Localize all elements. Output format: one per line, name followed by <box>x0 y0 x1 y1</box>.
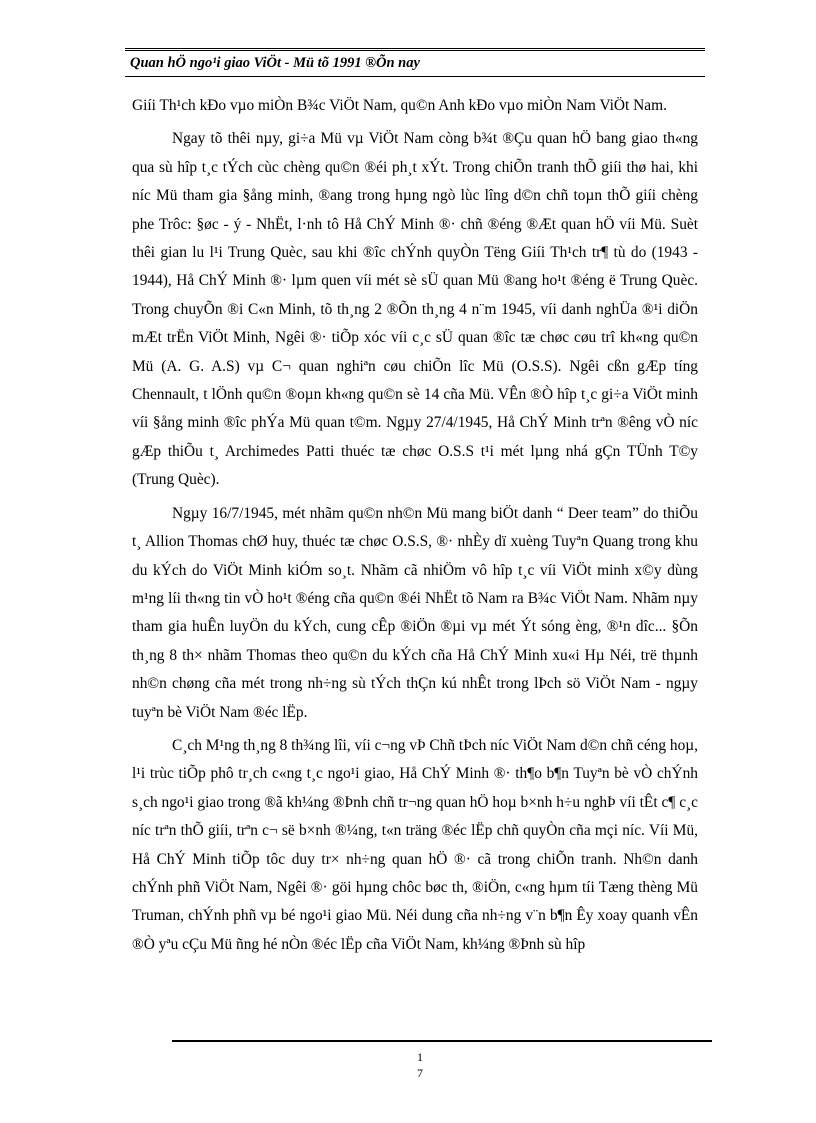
paragraph: C¸ch M¹ng th¸ng 8 th¾ng lîi, víi c¬ng vÞ Chñ tÞch níc ViÖt Nam d©n chñ céng hoµ, l¹i trùc tiÕp phô tr¸ch c«ng t¸c ngo¹i giao, Hå ChÝ Minh ®· th¶o b¶n Tuyªn bè vÒ chÝnh s¸ch ngo¹i giao trong ®ã kh¼ng ®Þnh chñ tr¬ng quan hÖ hoµ b×nh h÷u nghÞ víi tÊt c¶ c¸c níc trªn thÕ giíi, trªn c¬ së b×nh ®¼ng, t«n träng ®éc lËp chñ quyÒn cña mçi níc. Víi Mü, Hå ChÝ Minh tiÕp tôc duy tr× nh÷ng quan hÖ ®· cã trong chiÕn tranh. Nh©n danh chÝnh phñ ViÖt Nam, Ngêi ®· göi hµng chôc bøc th, ®iÖn, c«ng hµm tíi Tæng thèng Mü Truman, chÝnh phñ vµ bé ngo¹i giao Mü. Néi dung cña nh÷ng v¨n b¶n Êy xoay quanh vÊn ®Ò yªu cÇu Mü ñng hé nÒn ®éc lËp cña ViÖt Nam, kh¼ng ®Þnh sù hîp <box>132 736 698 953</box>
header-rule <box>125 76 705 77</box>
page-header <box>130 52 700 76</box>
paragraph: Ngµy 16/7/1945, mét nhãm qu©n nh©n Mü mang biÖt danh “ Deer team” do thiÕu t¸ Allion Thomas chØ huy, thuéc tæ chøc O.S.S, ®· nhÈy dï xuèng Tuyªn Quang trong khu du kÝch do ViÖt Minh kiÓm so¸t. Nhãm cã nhiÖm vô hîp t¸c víi ViÖt minh x©y dùng m¹ng líi th«ng tin vÒ ho¹t ®éng cña qu©n ®éi NhËt tõ Nam ra B¾c ViÖt Nam. Nhãm nµy tham gia huÊn luyÖn du kÝch, cung cÊp ®iÖn ®µi vµ mét Ýt sóng èng, ®¹n dîc... §Õn th¸ng 8 th× nhãm Thomas theo qu©n du kÝch cña Hå ChÝ Minh xu«i Hµ Néi, trë thµnh nh©n chøng cña mét trong nh÷ng sù tÝch thÇn kú nhÊt trong lÞch sö ViÖt Nam - ngµy tuyªn bè ViÖt Nam ®éc lËp. <box>132 504 698 721</box>
paragraph: Ngay tõ thêi nµy, gi÷a Mü vµ ViÖt Nam còng b¾t ®Çu quan hÖ bang giao th«ng qua sù hîp t¸c tÝch cùc chèng qu©n ®éi ph¸t xÝt. Trong chiÕn tranh thÕ giíi thø hai, khi níc Mü tham gia §ång minh, ®ang trong hµng ngò lùc lîng d©n chñ toµn thÕ giíi chèng phe Trôc: §øc - ý - NhËt, l·nh tô Hå ChÝ Minh ®· chñ ®éng ®Æt quan hÖ víi Mü. Suèt thêi gian lu l¹i Trung Quèc, sau khi ®îc chÝnh quyÒn Tëng Giíi Th¹ch tr¶ tù do (1943 - 1944), Hå ChÝ Minh ®· lµm quen víi mét sè sÜ quan Mü ®ang ho¹t ®éng ë Trung Quèc. Trong chuyÕn ®i C«n Minh, tõ th¸ng 2 ®Õn th¸ng 4 n¨m 1945, víi danh nghÜa ®¹i diÖn mÆt trËn ViÖt Minh, Ngêi ®· tiÕp xóc víi c¸c sÜ quan ®îc tæ chøc cøu trî kh«ng qu©n Mü (A. G. A.S) vµ C¬ quan nghiªn cøu chiÕn lîc Mü (O.S.S). Ngêi cßn gÆp tíng Chennault, t lÖnh qu©n ®oµn kh«ng qu©n sè 14 cña Mü. VÊn ®Ò hîp t¸c gi÷a ViÖt minh víi §ång minh ®îc phÝa Mü quan t©m. Ngµy 27/4/1945, Hå ChÝ Minh trªn ®êng vÒ níc gÆp thiÕu t¸ Archimedes Patti thuéc tæ chøc O.S.S t¹i mét lµng nhá gÇn TÜnh T©y (Trung Quèc). <box>132 130 698 489</box>
page-number-top: 1 <box>417 1050 423 1064</box>
footer-rule <box>172 1040 712 1042</box>
running-title: Quan hÖ ngo¹i giao ViÖt - Mü tõ 1991 ®Õn nay <box>130 55 420 71</box>
document-body <box>132 92 698 959</box>
page-number-bottom: 7 <box>417 1066 423 1080</box>
paragraph: Giíi Th¹ch kÐo vµo miÒn B¾c ViÖt Nam, qu©n Anh kÐo vµo miÒn Nam ViÖt Nam. <box>132 97 667 114</box>
